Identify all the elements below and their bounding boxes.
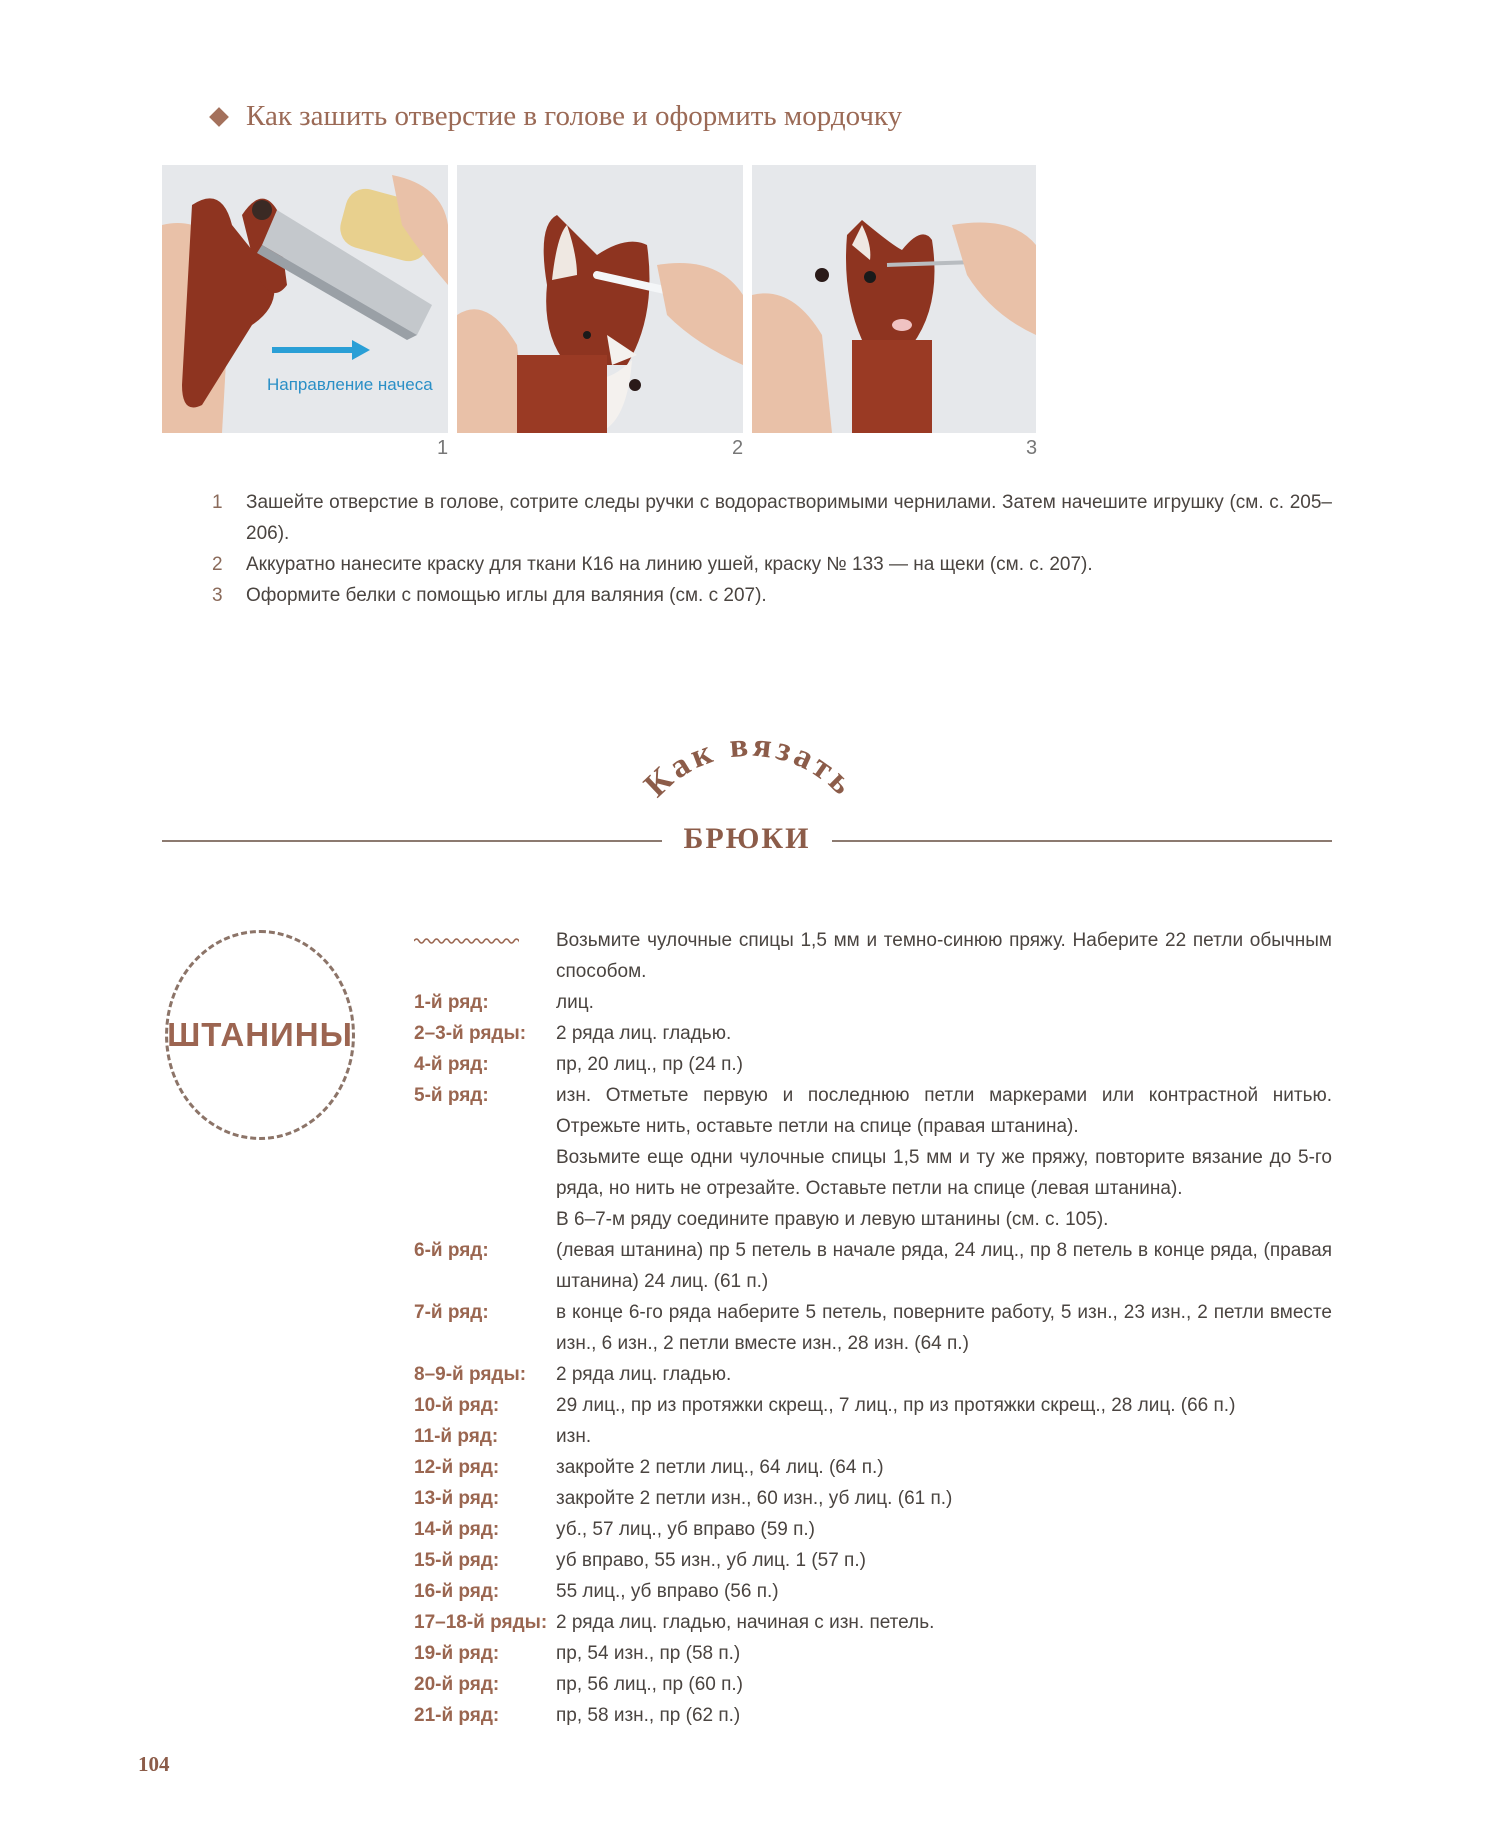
section-title: Как зашить отверстие в голове и оформить мордочку [246, 100, 903, 132]
table-row [414, 1235, 1332, 1297]
row-label: 11-й ряд: [414, 1426, 499, 1447]
row-text: В 6–7-м ряду соедините правую и левую штанины (см. с. 105). [556, 1209, 1109, 1230]
row-label: 7-й ряд: [414, 1302, 489, 1323]
diamond-bullet-icon [209, 107, 229, 127]
step-number: 3 [212, 585, 223, 606]
row-label: 14-й ряд: [414, 1519, 500, 1540]
section-heading [212, 100, 902, 133]
photo-number-1: 1 [437, 437, 449, 459]
table-row [414, 1018, 1332, 1049]
table-row [414, 1638, 1332, 1669]
table-row [414, 1080, 1332, 1142]
row-text: пр, 54 изн., пр (58 п.) [556, 1643, 741, 1664]
step-text: Зашейте отверстие в голове, сотрите следы ручки с водорастворимыми чернилами. Затем начешите игрушку (см. с. 205–206). [246, 492, 1332, 544]
row-label: 8–9-й ряды: [414, 1364, 527, 1385]
table-row [414, 1049, 1332, 1080]
row-label: 4-й ряд: [414, 1054, 489, 1075]
row-text: 29 лиц., пр из протяжки скрещ., 7 лиц., пр из протяжки скрещ., 28 лиц. (66 п.) [556, 1395, 1236, 1416]
wave-divider-icon [414, 935, 519, 947]
row-text: в конце 6-го ряда наберите 5 петель, поверните работу, 5 изн., 23 изн., 2 петли вместе изн., 6 изн., 2 петли вместе изн., 28 изн. (64 п.) [556, 1302, 1332, 1354]
table-row [414, 1669, 1332, 1700]
row-text: 2 ряда лиц. гладью, начиная с изн. петель. [556, 1612, 935, 1633]
row-label-wave [414, 925, 556, 987]
table-row [414, 987, 1332, 1018]
table-row [414, 1421, 1332, 1452]
row-label: 1-й ряд: [414, 992, 489, 1013]
table-row [414, 1514, 1332, 1545]
row-label: 10-й ряд: [414, 1395, 500, 1416]
table-row [414, 1204, 1332, 1235]
step-number: 1 [212, 492, 223, 513]
row-text: 55 лиц., уб вправо (56 п.) [556, 1581, 779, 1602]
row-text: 2 ряда лиц. гладью. [556, 1364, 732, 1385]
arc-title-text: Как вязать [637, 730, 864, 805]
photo-painting-fox [457, 165, 743, 433]
photo-felting-eyes [752, 165, 1036, 433]
row-text: Возьмите еще одни чулочные спицы 1,5 мм и ту же пряжу, повторите вязание до 5-го ряда, но нить не отрезайте. Оставьте петли на спице (левая штанина). [556, 1147, 1332, 1199]
table-row [414, 1483, 1332, 1514]
row-label: 15-й ряд: [414, 1550, 500, 1571]
pattern-title-bar [162, 820, 1332, 860]
step-text: Аккуратно нанесите краску для ткани К16 на линию ушей, краску № 133 — на щеки (см. с. 207). [246, 554, 1093, 575]
table-row [414, 1545, 1332, 1576]
table-row [414, 1359, 1332, 1390]
step-number: 2 [212, 554, 223, 575]
row-label: 16-й ряд: [414, 1581, 500, 1602]
row-text: пр, 58 изн., пр (62 п.) [556, 1705, 741, 1726]
row-label: 2–3-й ряды: [414, 1023, 527, 1044]
row-text: закройте 2 петли изн., 60 изн., уб лиц. (61 п.) [556, 1488, 953, 1509]
table-row [414, 1452, 1332, 1483]
table-row [414, 1297, 1332, 1359]
photo-number-2: 2 [732, 437, 744, 459]
section-badge [165, 930, 355, 1140]
pattern-rows [414, 925, 1332, 1731]
table-row [414, 1142, 1332, 1204]
row-label [414, 1142, 556, 1204]
row-text: закройте 2 петли лиц., 64 лиц. (64 п.) [556, 1457, 884, 1478]
row-label: 17–18-й ряды: [414, 1612, 548, 1633]
row-text: уб вправо, 55 изн., уб лиц. 1 (57 п.) [556, 1550, 866, 1571]
row-text: 2 ряда лиц. гладью. [556, 1023, 732, 1044]
row-text: (левая штанина) пр 5 петель в начале ряда, 24 лиц., пр 8 петель в конце ряда, (правая штанина) 24 лиц. (61 п.) [556, 1240, 1332, 1292]
list-item [212, 487, 1332, 549]
row-label: 5-й ряд: [414, 1085, 489, 1106]
row-label: 13-й ряд: [414, 1488, 500, 1509]
row-text: Возьмите чулочные спицы 1,5 мм и темно-синюю пряжу. Наберите 22 петли обычным способом. [556, 930, 1332, 982]
photo-brushing-fox [162, 165, 448, 433]
row-label: 19-й ряд: [414, 1643, 500, 1664]
badge-label: ШТАНИНЫ [167, 1016, 353, 1053]
table-row [414, 1390, 1332, 1421]
list-item [212, 549, 1332, 580]
row-label: 20-й ряд: [414, 1674, 500, 1695]
table-row [414, 1700, 1332, 1731]
row-text: пр, 56 лиц., пр (60 п.) [556, 1674, 744, 1695]
table-row [414, 925, 1332, 987]
pattern-title: БРЮКИ [683, 822, 811, 855]
row-text: пр, 20 лиц., пр (24 п.) [556, 1054, 744, 1075]
table-row [414, 1607, 1332, 1638]
divider-left [162, 840, 662, 842]
page-number: 104 [138, 1752, 170, 1776]
table-row [414, 1576, 1332, 1607]
row-label: 6-й ряд: [414, 1240, 489, 1261]
row-text: лиц. [556, 992, 594, 1013]
row-label: 12-й ряд: [414, 1457, 500, 1478]
row-text: уб., 57 лиц., уб вправо (59 п.) [556, 1519, 816, 1540]
photo-number-3: 3 [1026, 437, 1038, 459]
step-text: Оформите белки с помощью иглы для валяния (см. с 207). [246, 585, 767, 606]
divider-right [832, 840, 1332, 842]
list-item [212, 580, 1332, 611]
brushing-direction-caption: Направление начеса [267, 375, 433, 394]
svg-text:Как вязать [637, 730, 863, 804]
steps-list [212, 487, 1332, 611]
row-label: 21-й ряд: [414, 1705, 500, 1726]
row-label [414, 1204, 556, 1235]
row-text: изн. Отметьте первую и последнюю петли маркерами или контрастной нитью. Отрежьте нить, оставьте петли на спице (правая штанина). [556, 1085, 1332, 1137]
row-text: изн. [556, 1426, 592, 1447]
